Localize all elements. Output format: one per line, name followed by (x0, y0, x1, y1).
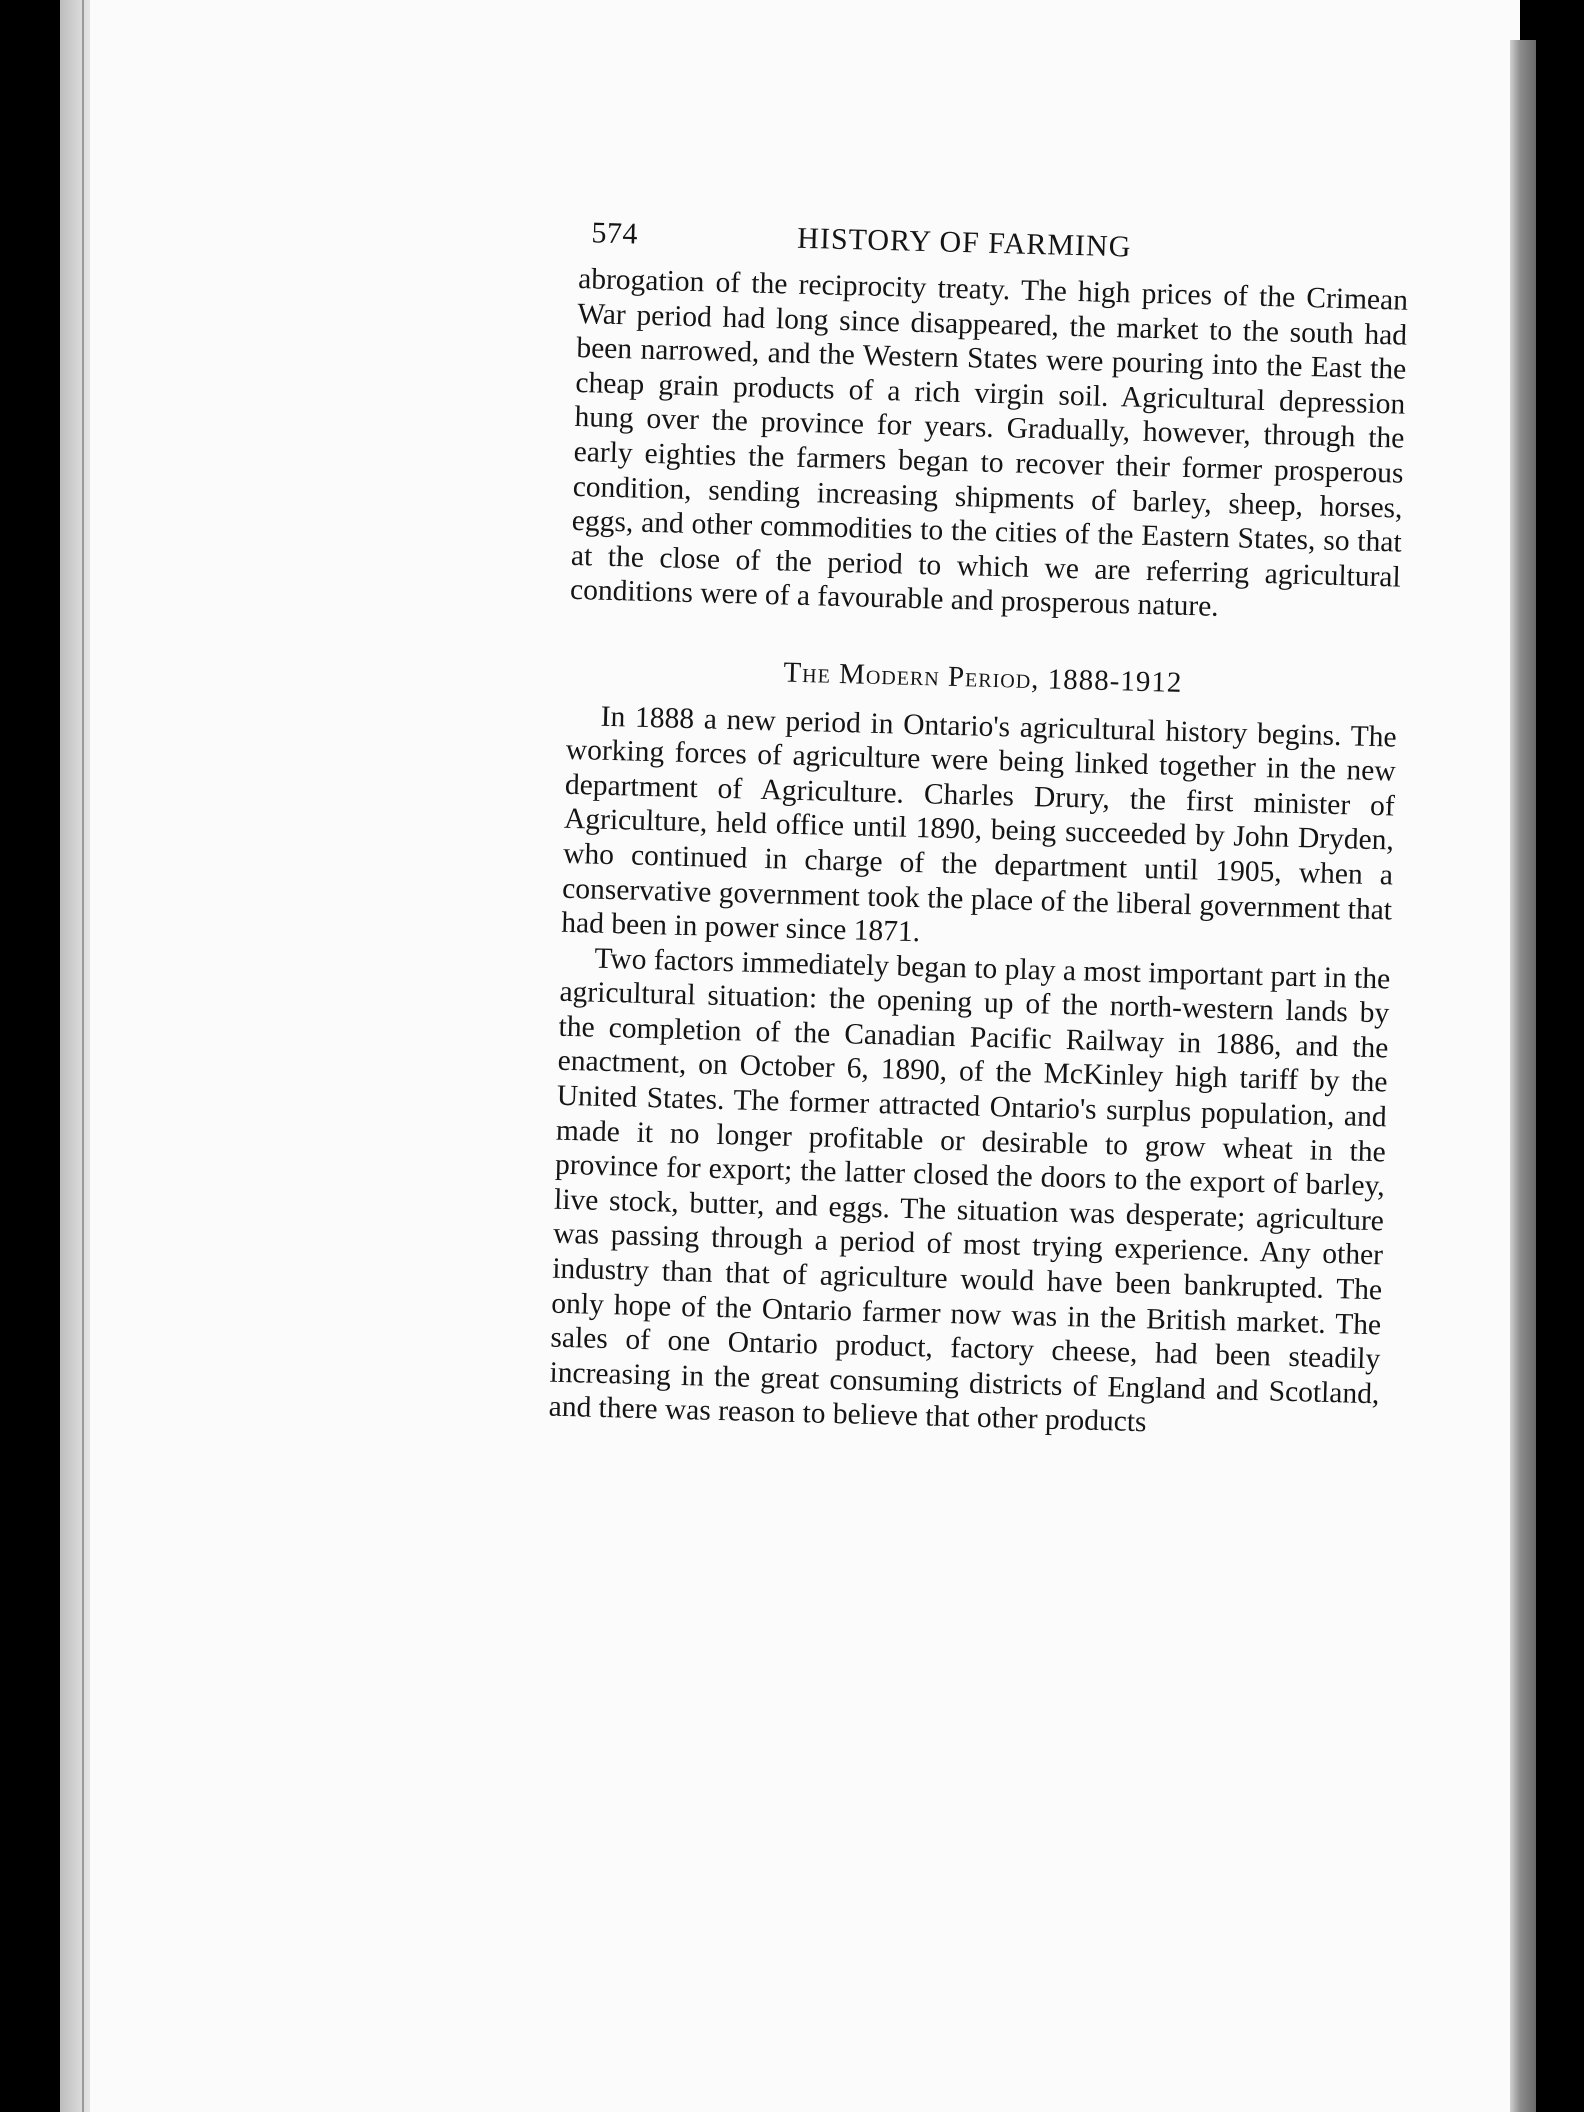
running-title: HISTORY OF FARMING (796, 221, 1132, 264)
section-paragraph-1: In 1888 a new period in Ontario's agricultural history begins. The working forces of agriculture were being linked together in the new department of Agriculture. Charles Drury, the first minister of Agriculture, held office until 1890, being succeeded by John Dryden, who continued in charge of the department until 1905, when a conservative government took the place of the liberal government that had been in power since 1871. (560, 700, 1397, 949)
text-block (542, 212, 1410, 1683)
intro-paragraph: abrogation of the reciprocity treaty. The high prices of the Crimean War period had long since disappeared, the market to the south had been narrowed, and the Western States were pouring into the East the cheap grain products of a rich virgin soil. Agricultural depression hung over the province for years. Gradually, however, through the early eighties the farmers began to recover their former prosperous condition, sending increasing shipments of barley, sheep, horses, eggs, and other commodities to the cities of the Eastern States, so that at the close of the period to which we are referring agricultural conditions were of a favourable and prosperous nature. (569, 262, 1409, 624)
binding-edge-shadow (1510, 40, 1536, 2112)
page-number: 574 (591, 216, 639, 251)
section-paragraph-2: Two factors immediately began to play a most important part in the agricultural situation: the opening up of the north-western lands by the completion of the Canadian Pacific Railway in 1886, and the enactment, on October 6, 1890, of the McKinley high tariff by the United States. The former attracted Ontario's surplus population, and made it no longer profitable or desirable to grow wheat in the province for export; the latter closed the doors to the export of barley, live stock, butter, and eggs. The situation was desperate; agriculture was passing through a period of most trying experience. Any other industry than that of agriculture would have been bankrupted. The only hope of the Ontario farmer now was in the British market. The sales of one Ontario product, factory cheese, had been steadily increasing in the great consuming districts of England and Scotland, and there was reason to believe that other products (548, 942, 1391, 1439)
section-heading: The Modern Period, 1888-1912 (783, 656, 1183, 699)
